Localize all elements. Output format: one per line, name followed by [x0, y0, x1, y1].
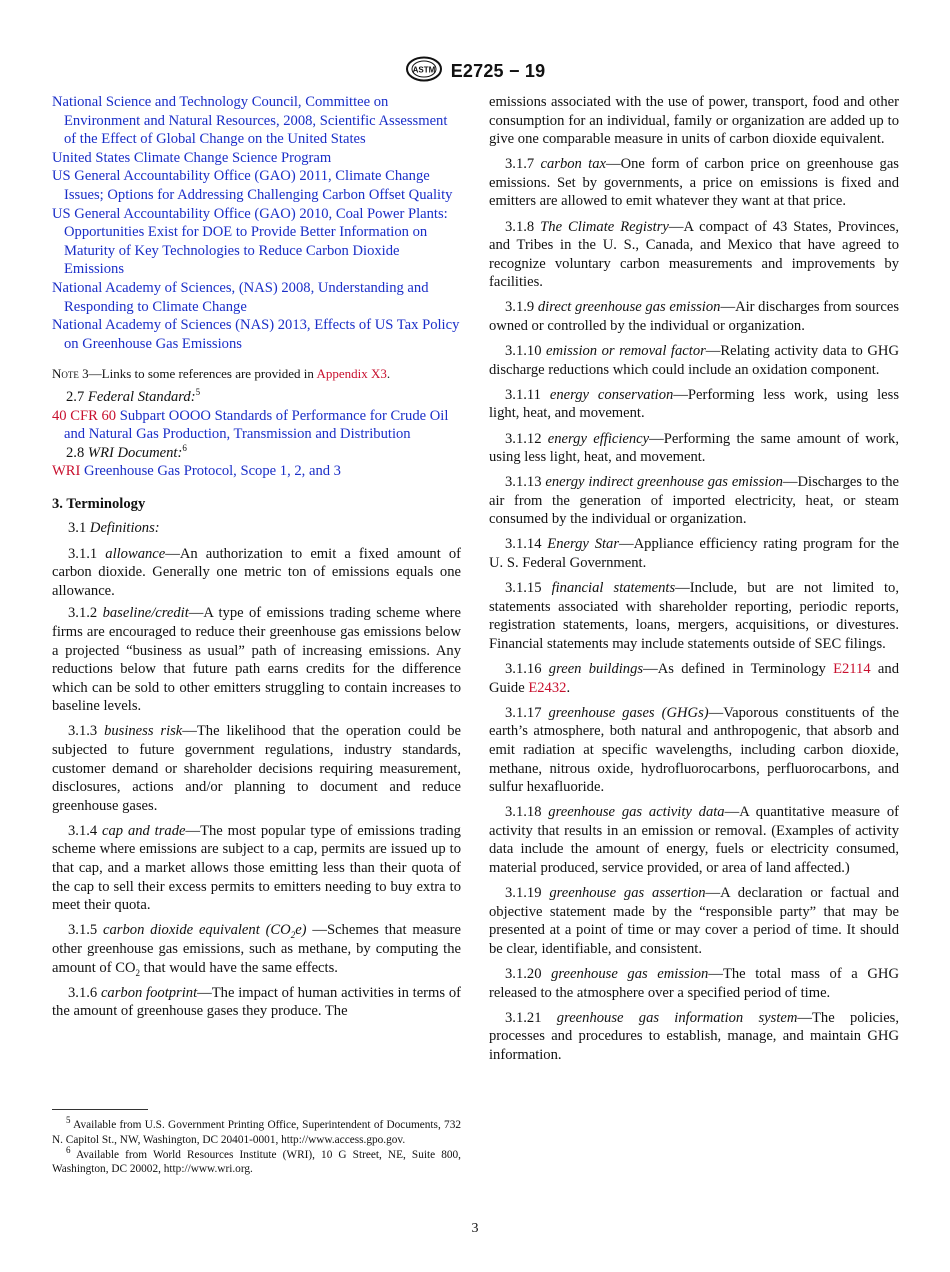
definition-3-1-11: 3.1.11 energy conservation—Performing less work, using less light, heat, and movement.: [489, 386, 899, 422]
footnote-divider: [52, 1109, 148, 1110]
appendix-link[interactable]: Appendix X3: [316, 366, 387, 382]
definition-3-1-18: 3.1.18 greenhouse gas activity data—A quantitative measure of activity that results in an emission or removal. (Examples of activity data include the amount of energy, fuels or electricity consumed, material produced, service provided, or area of land affected.): [489, 804, 899, 876]
footnotes: [52, 1115, 461, 1177]
section-2-7-heading: 2.7 Federal Standard:$^5$: [66, 387, 201, 405]
definition-3-1-9: 3.1.9 direct greenhouse gas emission—Air discharges from sources owned or controlled by the individual or organization.: [489, 299, 899, 335]
note-3: Note 3—Links to some references are provided in Appendix X3.: [52, 366, 391, 382]
reference-item[interactable]: US General Accountability Office (GAO) 2011, Climate Change Issues; Options for Addressing Challenging Carbon Offset Quality: [52, 168, 453, 203]
definition-3-1-7: 3.1.7 carbon tax—One form of carbon price on greenhouse gas emissions. Set by governments, a price on emissions is fixed and emitters are allowed to emit whatever they want at that price.: [489, 156, 899, 210]
definition-3-1-16: 3.1.16 green buildings—As defined in Terminology E2114 and Guide E2432.: [489, 661, 899, 696]
definition-3-1-8: 3.1.8 The Climate Registry—A compact of 43 States, Provinces, and Tribes in the U. S., Canada, and Mexico that have agreed to recognize voluntary carbon measurements and improvements by facilities.: [489, 218, 899, 291]
section-2-8-heading: 2.8 WRI Document:$^6$: [66, 442, 187, 461]
footnote-6: $^6$ Available from World Resources Institute (WRI), 10 G Street, NE, Suite 800, Washington, DC 20002, http://www.wri.org.: [52, 1144, 461, 1176]
wri-link[interactable]: WRI: [52, 463, 81, 480]
section-3-heading: 3. Terminology: [52, 495, 146, 512]
definition-3-1-13: 3.1.13 energy indirect greenhouse gas emission—Discharges to the air from the generation of imported electricity, heat, or steam consumed by the individual or organization.: [489, 474, 899, 528]
definition-3-1-6: 3.1.6 carbon footprint—The impact of human activities in terms of the amount of greenhouse gases they produce. The: [52, 984, 461, 1020]
reference-item[interactable]: National Academy of Sciences (NAS) 2013, Effects of US Tax Policy on Greenhouse Gas Emissions: [52, 317, 460, 352]
definition-3-1-6-continued: emissions associated with the use of power, transport, food and other consumption for an individual, family or organization are added up to give one comparable measure in units of carbon dioxide equivalent.: [489, 94, 899, 148]
definition-3-1-21: 3.1.21 greenhouse gas information system—The policies, processes and procedures to establish, manage, and maintain GHG information.: [489, 1009, 899, 1063]
e2114-link[interactable]: E2114: [833, 661, 871, 678]
definition-3-1-17: 3.1.17 greenhouse gases (GHGs)—Vaporous constituents of the earth’s atmosphere, both natural and anthropogenic, that absorb and emit radiation at specific wavelengths, including carbon dioxide, methane, nitrous oxide, hydrofluorocarbons, perfluorocarbons, and sulfur hexafluoride.: [489, 704, 899, 796]
definition-3-1-2: 3.1.2 baseline/credit—A type of emissions trading scheme where firms are encouraged to reduce their greenhouse gas emissions below a projected “business as usual” path of increasing emissions. Any reductions below that future path earns credits for the difference which can be sold to other emitters struggling to contain increases to baseline levels.: [52, 605, 461, 715]
definition-3-1-5: 3.1.5 carbon dioxide equivalent $(CO_2e)$ —Schemes that measure other greenhouse gas emissions, such as methane, by computing the amount of $CO_2$ that would have the same effects.: [52, 922, 461, 978]
definition-3-1-1: 3.1.1 allowance—An authorization to emit a fixed amount of carbon dioxide. Generally one metric ton of emissions equals one allowance.: [52, 545, 461, 599]
astm-logo-icon: [405, 56, 443, 87]
page-number: 3: [471, 1221, 479, 1236]
definition-3-1-12: 3.1.12 energy efficiency—Performing the same amount of work, using less light, heat, and movement.: [489, 430, 900, 466]
reference-item[interactable]: US General Accountability Office (GAO) 2010, Coal Power Plants: Opportunities Exist for DOE to Provide Better Information on Maturity of Key Technologies to Reduce Carbon Dioxide Emissions: [52, 205, 448, 278]
reference-item[interactable]: National Academy of Sciences, (NAS) 2008, Understanding and Responding to Climate Change: [52, 279, 429, 315]
reference-item[interactable]: United States Climate Change Science Program: [52, 149, 332, 166]
left-column: [52, 93, 461, 1027]
definition-3-1-4: 3.1.4 cap and trade—The most popular type of emissions trading scheme where emissions are subject to a cap, permits are issued up to that cap, and a market allows those emitting less than their quota of the cap to sell their excess permits to emitters needing to buy extra to meet their quota.: [52, 822, 461, 914]
cfr-link[interactable]: 40 CFR 60: [52, 407, 117, 424]
definition-3-1-19: 3.1.19 greenhouse gas assertion—A declaration or factual and objective statement made by the “responsible party” that may be presented at a point of time or may cover a period of time. It should be clear, identifiable, and consistent.: [489, 885, 899, 957]
page-header: [0, 56, 950, 87]
section-3-1-heading: 3.1 Definitions:: [68, 520, 160, 537]
definition-3-1-20: 3.1.20 greenhouse gas emission—The total mass of a GHG released to the atmosphere over a specified period of time.: [489, 965, 899, 1001]
document-designation: E2725 − 19: [450, 61, 546, 81]
definition-3-1-10: 3.1.10 emission or removal factor—Relating activity data to GHG discharge reductions which could include an oxidation component.: [489, 343, 899, 378]
right-column: [489, 93, 899, 1071]
definition-3-1-15: 3.1.15 financial statements—Include, but are not limited to, statements associated with shareholder reporting, periodic reports, registration statements, loans, mergers, acquisitions, or divestures. Financial statements may include statements outside of SEC filings.: [489, 580, 899, 652]
reference-item[interactable]: National Science and Technology Council, Committee on Environment and Natural Resources, 2008, Scientific Assessment of the Effect of Global Change on the United States: [52, 94, 448, 148]
footnote-5: $^5$ Available from U.S. Government Printing Office, Superintendent of Documents, 732 N. Capitol St., NW, Washington, DC 20401-0001, http://www.access.gpo.gov.: [52, 1115, 461, 1146]
svg-text:ASTM: ASTM: [412, 65, 436, 75]
wri-document-reference[interactable]: WRI Greenhouse Gas Protocol, Scope 1, 2, and 3: [52, 463, 341, 480]
definition-3-1-3: 3.1.3 business risk—The likelihood that the operation could be subjected to future government regulations, industry standards, customer demand or shareholder decisions requiring measurement, disclosures, actions and/or planning to document and reduce greenhouse gases.: [52, 723, 462, 814]
e2432-link[interactable]: E2432: [528, 679, 567, 696]
federal-standard-reference[interactable]: 40 CFR 60 Subpart OOOO Standards of Performance for Crude Oil and Natural Gas Production, Transmission and Distribution: [52, 407, 449, 443]
definition-3-1-14: 3.1.14 Energy Star—Appliance efficiency rating program for the U. S. Federal Government.: [489, 536, 900, 572]
